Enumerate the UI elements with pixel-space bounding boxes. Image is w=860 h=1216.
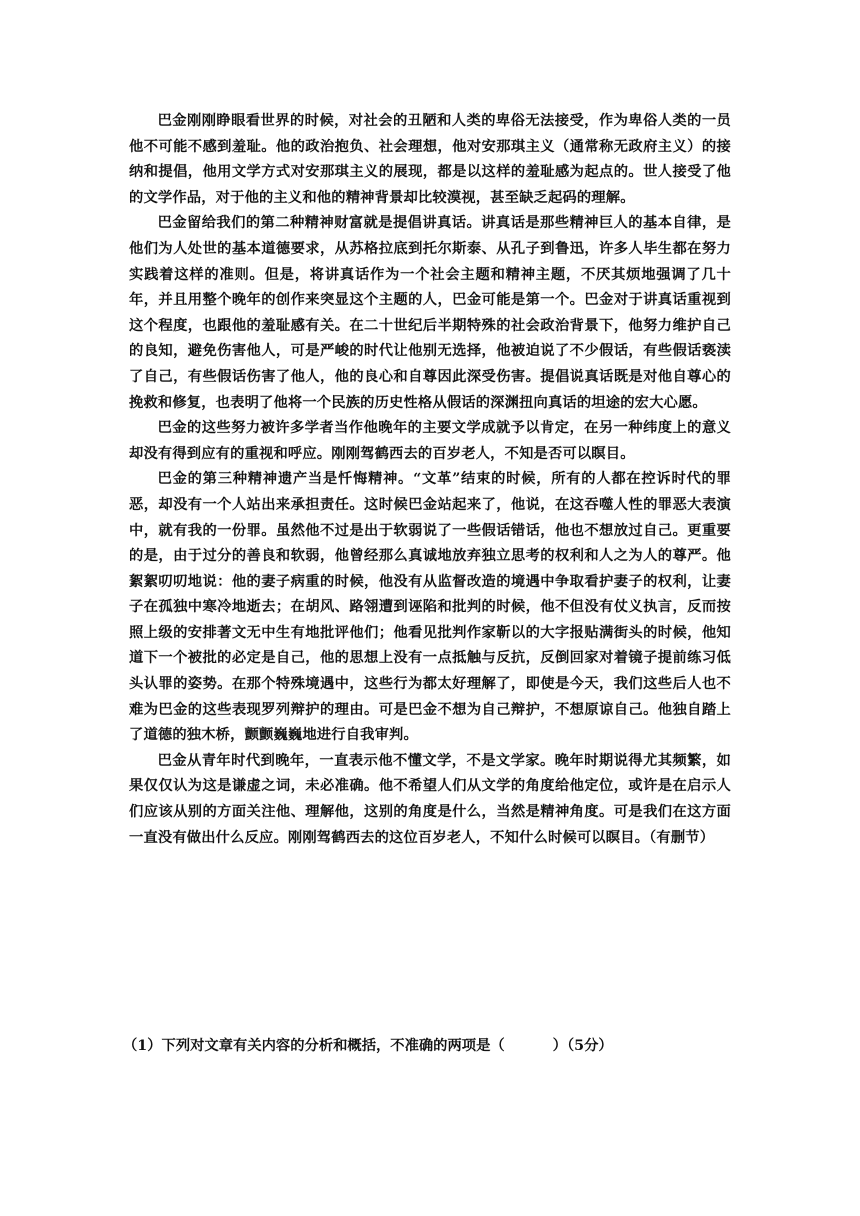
paragraph-shame: 巴金刚刚睁眼看世界的时候，对社会的丑陋和人类的卑俗无法接受，作为卑俗人类的一员他不可能不感到羞耻。他的政治抱负、社会理想，他对安那琪主义（通常称无政府主义）的接纳和提倡，他用文学方式对安那琪主义的展现，都是以这样的羞耻感为起点的。世人接受了他的文学作品，对于他的主义和他的精神背景却比较漠视，甚至缺乏起码的理解。 bbox=[129, 113, 731, 206]
question-prefix: （1）下列对文章有关内容的分析和概括，不准确的两项是（ bbox=[123, 1038, 505, 1054]
paragraph-spiritual-angle: 巴金从青年时代到晚年，一直表示他不懂文学，不是文学家。晚年时期说得尤其频繁，如果仅仅认为这是谦虚之词，未必准确。他不希望人们从文学的角度给他定位，或许是在启示人们应该从别的方面关注他、理解他，这别的角度是什么，当然是精神角度。可是我们在这方面一直没有做出什么反应。刚刚驾鹤西去的这位百岁老人，不知什么时候可以瞑目。（有删节） bbox=[129, 752, 731, 846]
paragraph-truth-telling: 巴金留给我们的第二种精神财富就是提倡讲真话。讲真话是那些精神巨人的基本自律，是他们为人处世的基本道德要求，从苏格拉底到托尔斯泰、从孔子到鲁迅，许多人毕生都在努力实践着这样的准则。但是，将讲真话作为一个社会主题和精神主题，不厌其烦地强调了几十年，并且用整个晚年的创作来突显这个主题的人，巴金可能是第一个。巴金对于讲真话重视到这个程度，也跟他的羞耻感有关。在二十世纪后半期特殊的社会政治背景下，他努力维护自己的良知，避免伤害他人，可是严峻的时代让他别无选择，他被迫说了不少假话，有些假话亵渎了自己，有些假话伤害了他人，他的良心和自尊因此深受伤害。提倡说真话既是对他自尊心的挽救和修复，也表明了他将一个民族的历史性格从假话的深渊扭向真话的坦途的宏大心愿。 bbox=[129, 215, 731, 411]
paragraph-repentance: 巴金的第三种精神遗产当是忏悔精神。“文革”结束的时候，所有的人都在控诉时代的罪恶，却没有一个人站出来承担责任。这时候巴金站起来了，他说，在这吞噬人性的罪恶大表演中，就有我的一份罪。虽然他不过是出于软弱说了一些假话错话，他也不想放过自己。更重要的是，由于过分的善良和软弱，他曾经那么真诚地放弃独立思考的权利和人之为人的尊严。他絮絮叨叨地说：他的妻子病重的时候，他没有从监督改造的境遇中争取看护妻子的权利，让妻子在孤独中寒冷地逝去；在胡风、路翎遭到诬陷和批判的时候，他不但没有仗义执言，反而按照上级的安排著文无中生有地批评他们；他看见批判作家靳以的大字报贴满街头的时候，他知道下一个被批的必定是自己，他的思想上没有一点抵触与反抗，反倒回家对着镜子提前练习低头认罪的姿势。在那个特殊境遇中，这些行为都太好理解了，即使是今天，我们这些后人也不难为巴金的这些表现罗列辩护的理由。可是巴金不想为自己辩护，不想原谅自己。他独自踏上了道德的独木桥，颤颤巍巍地进行自我审判。 bbox=[129, 471, 731, 744]
paragraph-scholars: 巴金的这些努力被许多学者当作他晚年的主要文学成就予以肯定，在另一种纬度上的意义却没有得到应有的重视和呼应。刚刚驾鹤西去的百岁老人，不知是否可以瞑目。 bbox=[129, 420, 731, 462]
question-1 bbox=[123, 1033, 763, 1059]
question-suffix: ）（5分） bbox=[552, 1038, 613, 1054]
article-body bbox=[129, 109, 731, 851]
